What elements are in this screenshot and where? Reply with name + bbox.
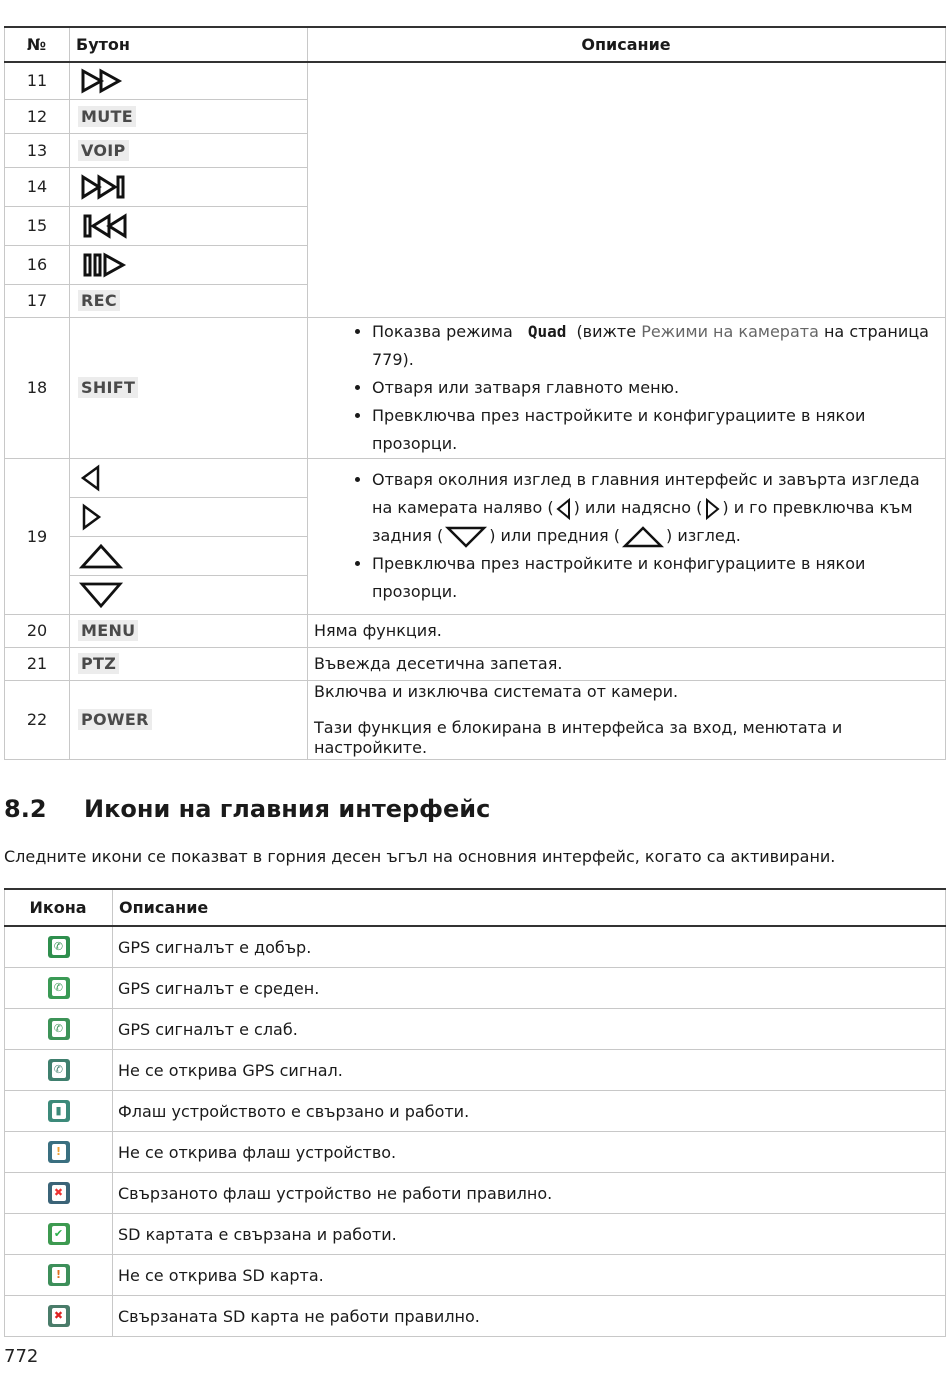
list-item: • Отваря околния изглед в главния интерфейс и завърта изгледа на камерата наляво ( ) или надясно ( ) и го превключва към задния ( ) или предния ( ) изглед. bbox=[372, 466, 939, 550]
sd-error-icon: ✖ bbox=[48, 1305, 70, 1327]
table-row bbox=[5, 968, 946, 1009]
row-number: 12 bbox=[5, 99, 70, 133]
table-row bbox=[5, 1255, 946, 1296]
arrow-down-icon bbox=[443, 524, 489, 550]
row-number: 21 bbox=[5, 647, 70, 680]
col-header-description: Описание bbox=[308, 27, 946, 62]
row-number: 22 bbox=[5, 680, 70, 759]
fast-forward-icon bbox=[70, 62, 308, 99]
arrow-right-icon bbox=[702, 497, 722, 521]
icon-description: Не се открива SD карта. bbox=[113, 1255, 946, 1296]
col-header-number: № bbox=[5, 27, 70, 62]
icon-description: Флаш устройството е свързано и работи. bbox=[113, 1091, 946, 1132]
table-row bbox=[5, 1214, 946, 1255]
arrow-up-icon bbox=[70, 536, 308, 575]
table-row bbox=[5, 647, 946, 680]
table-row bbox=[5, 1091, 946, 1132]
gps-none-icon: ✆ bbox=[48, 1059, 70, 1081]
col-header-description: Описание bbox=[113, 889, 946, 926]
table-row bbox=[5, 1173, 946, 1214]
row-description: Тази функция е блокирана в интерфейса за вход, менютата и настройките. bbox=[314, 717, 843, 757]
previous-track-icon bbox=[70, 206, 308, 245]
table-row bbox=[5, 458, 946, 497]
icon-description: Не се открива GPS сигнал. bbox=[113, 1050, 946, 1091]
icon-description: Не се открива флаш устройство. bbox=[113, 1132, 946, 1173]
arrow-down-icon bbox=[70, 575, 308, 614]
table-row bbox=[5, 614, 946, 647]
key-label: REC bbox=[78, 290, 120, 311]
gps-weak-icon: ✆ bbox=[48, 1018, 70, 1040]
table-row bbox=[5, 1296, 946, 1337]
table-row bbox=[5, 926, 946, 968]
camera-modes-link[interactable]: Режими на камерата bbox=[641, 321, 819, 341]
flash-error-icon: ✖ bbox=[48, 1182, 70, 1204]
row-number: 19 bbox=[5, 458, 70, 614]
section-number: 8.2 bbox=[4, 795, 47, 823]
mode-name: Quad bbox=[527, 321, 567, 341]
icon-description: SD картата е свързана и работи. bbox=[113, 1214, 946, 1255]
list-item: • Превключва през настройките и конфигурациите в някои прозорци. bbox=[372, 550, 939, 606]
row-number: 15 bbox=[5, 206, 70, 245]
table-row bbox=[5, 1050, 946, 1091]
empty-description bbox=[308, 62, 946, 317]
key-label: POWER bbox=[78, 709, 152, 730]
row-description: Включва и изключва системата от камери. bbox=[314, 681, 679, 701]
col-header-icon: Икона bbox=[5, 889, 113, 926]
key-label: VOIP bbox=[78, 140, 129, 161]
col-header-button: Бутон bbox=[70, 27, 308, 62]
section-intro: Следните икони се показват в горния десен ъгъл на основния интерфейс, когато са активирани. bbox=[4, 847, 836, 866]
buttons-table bbox=[4, 26, 946, 760]
arrow-right-icon bbox=[70, 497, 308, 536]
key-label: MUTE bbox=[78, 106, 136, 127]
gps-good-icon: ✆ bbox=[48, 936, 70, 958]
play-pause-icon bbox=[70, 245, 308, 284]
flash-ok-icon: ▮ bbox=[48, 1100, 70, 1122]
row-description: Въвежда десетична запетая. bbox=[308, 647, 946, 680]
description-list bbox=[314, 466, 939, 606]
description-list bbox=[314, 318, 939, 458]
row-number: 18 bbox=[5, 317, 70, 458]
row-number: 14 bbox=[5, 167, 70, 206]
icon-description: GPS сигналът е добър. bbox=[113, 926, 946, 968]
key-label: SHIFT bbox=[78, 377, 138, 398]
icon-description: GPS сигналът е среден. bbox=[113, 968, 946, 1009]
row-number: 17 bbox=[5, 284, 70, 317]
next-track-icon bbox=[70, 167, 308, 206]
key-label: PTZ bbox=[78, 653, 119, 674]
icon-description: Свързаната SD карта не работи правилно. bbox=[113, 1296, 946, 1337]
table-row bbox=[5, 62, 946, 99]
list-item: • Показва режима Quad (вижте Режими на камерата на страница 779). bbox=[372, 318, 939, 374]
section-title: Икони на главния интерфейс bbox=[84, 795, 491, 823]
row-number: 11 bbox=[5, 62, 70, 99]
table-row bbox=[5, 317, 946, 458]
icon-description: GPS сигналът е слаб. bbox=[113, 1009, 946, 1050]
table-row bbox=[5, 680, 946, 759]
icon-description: Свързаното флаш устройство не работи правилно. bbox=[113, 1173, 946, 1214]
list-item: • Отваря или затваря главното меню. bbox=[372, 374, 939, 402]
row-number: 20 bbox=[5, 614, 70, 647]
arrow-up-icon bbox=[620, 524, 666, 550]
sd-missing-icon: ! bbox=[48, 1264, 70, 1286]
flash-missing-icon: ! bbox=[48, 1141, 70, 1163]
page-number: 772 bbox=[4, 1346, 39, 1367]
arrow-left-icon bbox=[554, 497, 574, 521]
row-description: Няма функция. bbox=[308, 614, 946, 647]
list-item: • Превключва през настройките и конфигурациите в някои прозорци. bbox=[372, 402, 939, 458]
key-label: MENU bbox=[78, 620, 138, 641]
section-heading bbox=[4, 795, 490, 823]
row-number: 16 bbox=[5, 245, 70, 284]
row-number: 13 bbox=[5, 133, 70, 167]
table-row bbox=[5, 1132, 946, 1173]
arrow-left-icon bbox=[70, 458, 308, 497]
icons-table bbox=[4, 888, 946, 1337]
table-row bbox=[5, 1009, 946, 1050]
sd-ok-icon: ✔ bbox=[48, 1223, 70, 1245]
gps-medium-icon: ✆ bbox=[48, 977, 70, 999]
